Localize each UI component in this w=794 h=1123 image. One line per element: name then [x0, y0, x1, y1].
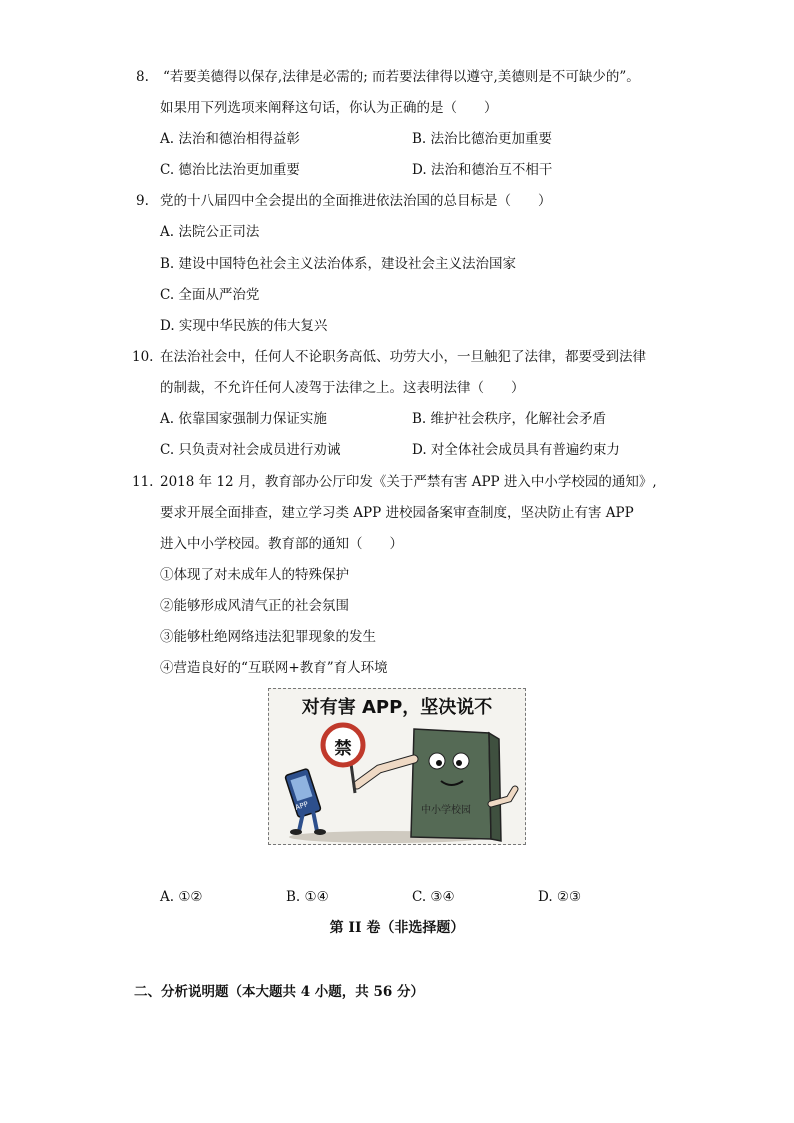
option-d: D. 对全体社会成员具有普遍约束力	[412, 442, 620, 458]
cartoon-title: 对有害 APP，坚决说不	[301, 697, 493, 718]
option-d: D. 法治和德治互不相干	[412, 162, 553, 178]
cartoon-image	[268, 688, 526, 845]
option-c: C. 只负责对社会成员进行劝诫	[160, 442, 341, 458]
question-text: “若要美德得以保存,法律是必需的; 而若要法律得以遵守,美德则是不可缺少的”。	[163, 69, 640, 85]
option-b: B. 维护社会秩序，化解社会矛盾	[412, 411, 607, 427]
option-d: D. 实现中华民族的伟大复兴	[160, 318, 328, 334]
question-number: 10.	[132, 349, 154, 365]
statement-3: ③能够杜绝网络违法犯罪现象的发生	[160, 629, 376, 645]
phone-label: APP	[294, 800, 310, 812]
option-b: B. ①④	[286, 889, 329, 905]
option-b: B. 建设中国特色社会主义法治体系，建设社会主义法治国家	[160, 256, 517, 272]
statement-4: ④营造良好的“互联网+教育”育人环境	[160, 660, 388, 676]
question-number: 11.	[132, 474, 154, 490]
question-number: 8.	[136, 69, 149, 85]
question-text: 在法治社会中，任何人不论职务高低、功劳大小，一旦触犯了法律，都要受到法律	[160, 349, 646, 365]
question-text: 要求开展全面排查，建立学习类 APP 进校园备案审查制度，坚决防止有害 APP	[160, 505, 634, 521]
book-label: 中小学校园	[421, 805, 471, 816]
part-title: 第 II 卷（非选择题）	[329, 920, 465, 936]
question-text: 的制裁，不允许任何人凌驾于法律之上。这表明法律（ ）	[160, 380, 525, 396]
question-number: 9.	[136, 193, 149, 209]
statement-2: ②能够形成风清气正的社会氛围	[160, 598, 349, 614]
option-c: C. 德治比法治更加重要	[160, 162, 300, 178]
question-text: 如果用下列选项来阐释这句话，你认为正确的是（ ）	[160, 100, 498, 116]
option-a: A. 法院公正司法	[160, 224, 260, 240]
option-a: A. 法治和德治相得益彰	[160, 131, 300, 147]
question-text: 2018 年 12 月，教育部办公厅印发《关于严禁有害 APP 进入中小学校园的通知》,	[160, 474, 657, 490]
option-a: A. ①②	[160, 889, 203, 905]
option-a: A. 依靠国家强制力保证实施	[160, 411, 327, 427]
section-title: 二、分析说明题（本大题共 4 小题，共 56 分）	[134, 984, 424, 1000]
option-c: C. ③④	[412, 889, 455, 905]
question-text: 党的十八届四中全会提出的全面推进依法治国的总目标是（ ）	[160, 193, 552, 209]
question-text: 进入中小学校园。教育部的通知（ ）	[160, 536, 403, 552]
statement-1: ①体现了对未成年人的特殊保护	[160, 567, 349, 583]
cartoon-drawing	[269, 689, 526, 845]
option-c: C. 全面从严治党	[160, 287, 260, 303]
option-b: B. 法治比德治更加重要	[412, 131, 553, 147]
option-d: D. ②③	[538, 889, 582, 905]
ban-sign-text: 禁	[334, 739, 352, 759]
